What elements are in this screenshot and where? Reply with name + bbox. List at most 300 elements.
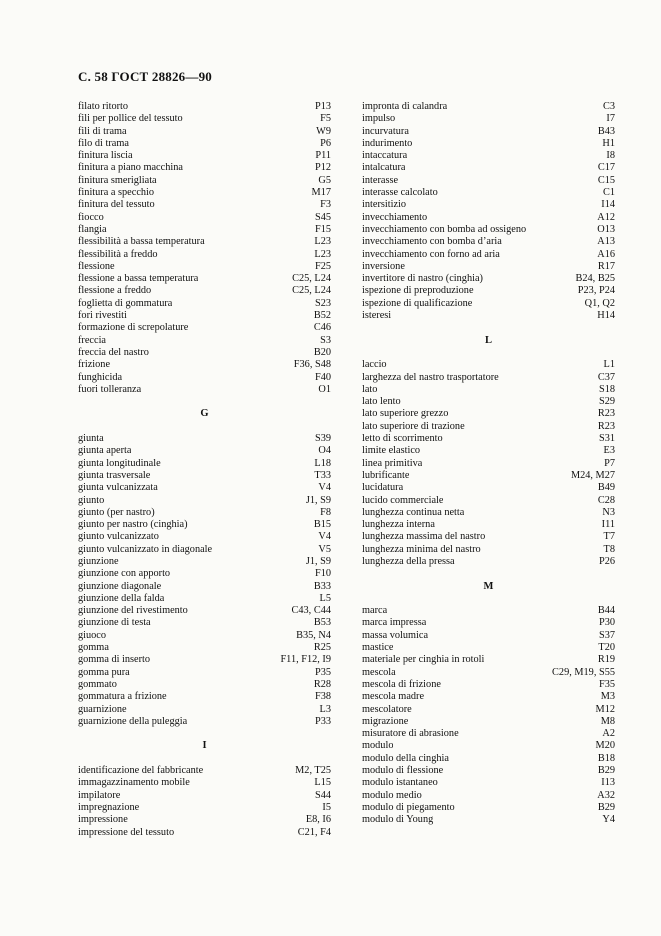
index-code: C25, L24 xyxy=(292,273,331,285)
index-term: mastice xyxy=(362,642,394,654)
index-code: M8 xyxy=(600,715,615,727)
index-code: C46 xyxy=(313,322,331,334)
index-term: ispezione di qualificazione xyxy=(362,297,473,309)
index-term: modulo medio xyxy=(362,789,422,801)
index-term: lunghezza massima del nastro xyxy=(362,531,486,543)
index-term: impilatore xyxy=(78,789,121,801)
index-code: P6 xyxy=(320,137,331,149)
index-term: intersitizio xyxy=(362,199,407,211)
index-term: fuori tolleranza xyxy=(78,383,142,395)
index-term: lucido commerciale xyxy=(362,494,444,506)
index-term: marca xyxy=(362,605,388,617)
index-term: giunzione di testa xyxy=(78,617,151,629)
index-code: F11, F12, I9 xyxy=(280,654,331,666)
index-code: F40 xyxy=(314,371,331,383)
index-entry xyxy=(78,827,331,839)
index-entry xyxy=(78,322,331,334)
index-code: F3 xyxy=(320,199,331,211)
index-term: fili di trama xyxy=(78,125,127,137)
index-entry xyxy=(78,162,331,174)
index-code: H14 xyxy=(597,310,615,322)
index-entry xyxy=(362,814,615,826)
index-entry xyxy=(78,581,331,593)
index-term: lubrificante xyxy=(362,469,410,481)
index-code: C3 xyxy=(602,101,615,112)
index-entry xyxy=(362,777,615,789)
index-code: T20 xyxy=(598,642,615,654)
index-entry xyxy=(78,458,331,470)
index-term: giunzione diagonale xyxy=(78,580,162,592)
index-code: T7 xyxy=(603,531,615,543)
index-code: F38 xyxy=(314,691,331,703)
index-term: filo di trama xyxy=(78,137,129,149)
index-code: A2 xyxy=(602,728,615,740)
index-column-right xyxy=(362,101,615,827)
index-term: lato superiore di trazione xyxy=(362,420,465,432)
index-entry xyxy=(362,384,615,396)
index-term: impulso xyxy=(362,113,396,125)
index-term: gommatura a frizione xyxy=(78,691,167,703)
index-entry xyxy=(362,531,615,543)
index-entry xyxy=(362,138,615,150)
index-entry xyxy=(362,187,615,199)
index-code: S45 xyxy=(314,211,331,223)
index-code: L1 xyxy=(603,359,615,371)
index-entry xyxy=(362,630,615,642)
index-entry xyxy=(78,777,331,789)
index-code: C15 xyxy=(597,174,615,186)
index-term: lucidatura xyxy=(362,482,404,494)
index-code: F5 xyxy=(320,113,331,125)
index-entry xyxy=(78,482,331,494)
index-code: F15 xyxy=(314,223,331,235)
index-entry xyxy=(78,212,331,224)
index-code: V4 xyxy=(318,482,331,494)
index-entry xyxy=(78,556,331,568)
index-code: S37 xyxy=(598,629,615,641)
index-code: L23 xyxy=(314,248,331,260)
index-entry xyxy=(78,617,331,629)
index-term: freccia del nastro xyxy=(78,346,149,358)
index-code: B29 xyxy=(597,765,615,777)
index-code: S3 xyxy=(320,334,331,346)
index-code: R25 xyxy=(313,642,331,654)
index-entry xyxy=(362,704,615,716)
index-code: B35, N4 xyxy=(296,629,331,641)
index-term: foglietta di gommatura xyxy=(78,297,173,309)
index-code: E3 xyxy=(603,445,615,457)
index-term: intaccatura xyxy=(362,150,408,162)
index-code: T33 xyxy=(314,469,331,481)
index-term: laccio xyxy=(362,359,387,371)
index-code: R19 xyxy=(597,654,615,666)
index-code: R17 xyxy=(597,260,615,272)
index-term: finitura smerigliata xyxy=(78,174,157,186)
index-term: mescola xyxy=(362,666,396,678)
index-entry xyxy=(362,495,615,507)
index-term: modulo di piegamento xyxy=(362,801,455,813)
index-term: flessibilità a freddo xyxy=(78,248,158,260)
index-term: flessione xyxy=(78,260,115,272)
index-code: M24, M27 xyxy=(570,469,615,481)
index-code: I7 xyxy=(606,113,615,125)
index-entry xyxy=(362,654,615,666)
index-entry xyxy=(362,445,615,457)
index-code: S23 xyxy=(314,297,331,309)
index-entry xyxy=(78,593,331,605)
index-entry xyxy=(362,507,615,519)
index-entry xyxy=(362,765,615,777)
index-code: V4 xyxy=(318,531,331,543)
index-entry xyxy=(78,654,331,666)
index-code: C28 xyxy=(597,494,615,506)
index-entry xyxy=(362,605,615,617)
section-letter-heading: I xyxy=(202,740,207,752)
index-code: A12 xyxy=(597,211,615,223)
index-term: filato ritorto xyxy=(78,101,129,112)
index-code: F36, S48 xyxy=(293,359,331,371)
index-entry xyxy=(78,138,331,150)
index-term: flangia xyxy=(78,223,107,235)
index-entry xyxy=(362,212,615,224)
page-header: С. 58 ГОСТ 28826—90 xyxy=(78,69,212,84)
index-term: flessibilità a bassa temperatura xyxy=(78,236,205,248)
index-code: S29 xyxy=(598,396,615,408)
index-term: giunzione xyxy=(78,555,119,567)
index-code: S39 xyxy=(314,433,331,445)
index-term: finitura a specchio xyxy=(78,187,155,199)
index-entry xyxy=(362,679,615,691)
index-term: giunto vulcanizzato xyxy=(78,531,159,543)
index-code: R23 xyxy=(597,408,615,420)
index-entry xyxy=(362,482,615,494)
index-term: misuratore di abrasione xyxy=(362,728,459,740)
index-entry xyxy=(78,372,331,384)
index-term: guarnizione della puleggia xyxy=(78,715,188,727)
index-code: F35 xyxy=(598,678,615,690)
index-code: T8 xyxy=(603,543,615,555)
index-entry xyxy=(78,642,331,654)
index-entry xyxy=(362,716,615,728)
index-term: migrazione xyxy=(362,715,409,727)
index-term: lato superiore grezzo xyxy=(362,408,449,420)
index-term: giunzione del rivestimento xyxy=(78,605,188,617)
index-code: C17 xyxy=(597,162,615,174)
index-entry xyxy=(362,261,615,273)
index-code: A32 xyxy=(597,789,615,801)
index-entry xyxy=(78,359,331,371)
index-code: L23 xyxy=(314,236,331,248)
index-code: B52 xyxy=(313,310,331,322)
index-term: interasse xyxy=(362,174,399,186)
index-code: P26 xyxy=(598,555,615,567)
index-term: inversione xyxy=(362,260,405,272)
index-term: invecchiamento xyxy=(362,211,428,223)
index-entry xyxy=(362,544,615,556)
index-term: finitura a piano macchina xyxy=(78,162,183,174)
index-code: B33 xyxy=(313,580,331,592)
index-code: P11 xyxy=(315,150,331,162)
index-term: flessione a bassa temperatura xyxy=(78,273,199,285)
index-entry xyxy=(78,433,331,445)
index-entry xyxy=(362,556,615,568)
index-term: lunghezza continua netta xyxy=(362,506,465,518)
index-entry xyxy=(362,740,615,752)
index-term: finitura liscia xyxy=(78,150,133,162)
index-code: M20 xyxy=(595,740,615,752)
index-entry xyxy=(78,605,331,617)
index-code: B53 xyxy=(313,617,331,629)
section-letter-heading: L xyxy=(484,334,492,346)
index-entry xyxy=(78,495,331,507)
index-code: W9 xyxy=(316,125,331,137)
index-entry xyxy=(78,802,331,814)
index-entry xyxy=(78,507,331,519)
index-term: gomma di inserto xyxy=(78,654,151,666)
index-entry xyxy=(78,101,331,113)
index-entry xyxy=(78,470,331,482)
index-entry xyxy=(78,199,331,211)
index-entry xyxy=(78,384,331,396)
index-entry xyxy=(78,790,331,802)
index-term: linea primitiva xyxy=(362,457,423,469)
index-entry xyxy=(78,126,331,138)
index-entry xyxy=(362,113,615,125)
index-term: intalcatura xyxy=(362,162,406,174)
index-term: interasse calcolato xyxy=(362,187,438,199)
index-code: M12 xyxy=(595,703,615,715)
index-code: J1, S9 xyxy=(305,555,331,567)
index-term: frizione xyxy=(78,359,111,371)
index-code: P23, P24 xyxy=(577,285,615,297)
index-term: giunzione della falda xyxy=(78,592,165,604)
index-term: identificazione del fabbricante xyxy=(78,765,204,777)
index-entry xyxy=(362,470,615,482)
index-term: modulo di flessione xyxy=(362,765,444,777)
index-term: giuoco xyxy=(78,629,107,641)
index-entry xyxy=(78,679,331,691)
index-entry xyxy=(78,568,331,580)
index-code: B15 xyxy=(313,519,331,531)
index-term: immagazzinamento mobile xyxy=(78,777,190,789)
index-entry xyxy=(78,716,331,728)
index-code: P12 xyxy=(314,162,331,174)
index-code: I13 xyxy=(601,777,615,789)
index-code: B24, B25 xyxy=(575,273,615,285)
index-term: letto di scorrimento xyxy=(362,433,443,445)
index-entry xyxy=(78,175,331,187)
index-term: invecchiamento con bomba d’aria xyxy=(362,236,502,248)
index-entry xyxy=(362,150,615,162)
index-code: B29 xyxy=(597,801,615,813)
index-code: S44 xyxy=(314,789,331,801)
index-term: giunto xyxy=(78,494,105,506)
index-code: H1 xyxy=(602,137,615,149)
index-term: invecchiamento con bomba ad ossigeno xyxy=(362,223,527,235)
index-code: L5 xyxy=(319,592,331,604)
index-code: C25, L24 xyxy=(292,285,331,297)
section-letter-heading: G xyxy=(200,408,209,420)
index-entry xyxy=(78,630,331,642)
index-code: S31 xyxy=(598,433,615,445)
index-code: V5 xyxy=(318,543,331,555)
index-term: giunta xyxy=(78,433,104,445)
index-term: giunzione con apporto xyxy=(78,568,171,580)
index-code: J1, S9 xyxy=(305,494,331,506)
index-term: lato lento xyxy=(362,396,401,408)
index-entry xyxy=(362,298,615,310)
index-code: F25 xyxy=(314,260,331,272)
index-term: marca impressa xyxy=(362,617,427,629)
index-term: lunghezza interna xyxy=(362,519,435,531)
index-entry xyxy=(362,642,615,654)
index-code: B18 xyxy=(597,752,615,764)
index-entry xyxy=(78,273,331,285)
index-code: L3 xyxy=(319,703,331,715)
index-entry xyxy=(78,285,331,297)
index-entry xyxy=(78,224,331,236)
index-code: I8 xyxy=(606,150,615,162)
index-code: M2, T25 xyxy=(295,765,331,777)
index-entry xyxy=(362,101,615,113)
index-term: modulo della cinghia xyxy=(362,752,449,764)
index-entry xyxy=(78,261,331,273)
index-entry xyxy=(78,691,331,703)
index-code: Y4 xyxy=(602,814,615,826)
index-entry xyxy=(362,126,615,138)
index-entry xyxy=(362,162,615,174)
index-code: I5 xyxy=(322,801,331,813)
index-entry xyxy=(362,224,615,236)
index-code: S18 xyxy=(598,383,615,395)
index-term: flessione a freddo xyxy=(78,285,152,297)
index-entry xyxy=(362,802,615,814)
index-code: C1 xyxy=(602,187,615,199)
index-term: fori rivestiti xyxy=(78,310,127,322)
index-entry xyxy=(362,519,615,531)
index-term: impressione del tessuto xyxy=(78,826,175,838)
index-entry xyxy=(362,667,615,679)
index-code: A16 xyxy=(597,248,615,260)
index-entry xyxy=(362,728,615,740)
index-entry xyxy=(78,814,331,826)
index-code: N3 xyxy=(602,506,615,518)
index-code: P7 xyxy=(604,457,615,469)
index-term: incurvatura xyxy=(362,125,409,137)
index-code: C21, F4 xyxy=(297,826,331,838)
index-term: finitura del tessuto xyxy=(78,199,155,211)
index-code: A13 xyxy=(597,236,615,248)
index-code: B49 xyxy=(597,482,615,494)
index-term: lunghezza minima del nastro xyxy=(362,543,481,555)
index-code: I11 xyxy=(601,519,615,531)
index-code: C37 xyxy=(597,371,615,383)
index-term: materiale per cinghia in rotoli xyxy=(362,654,485,666)
index-code: L15 xyxy=(314,777,331,789)
index-code: F10 xyxy=(314,568,331,580)
index-term: modulo istantaneo xyxy=(362,777,438,789)
index-term: freccia xyxy=(78,334,106,346)
index-term: larghezza del nastro trasportatore xyxy=(362,371,499,383)
index-entry xyxy=(362,790,615,802)
index-entry xyxy=(78,704,331,716)
index-term: mescola madre xyxy=(362,691,425,703)
index-term: mescolatore xyxy=(362,703,412,715)
index-code: O1 xyxy=(318,383,331,395)
index-term: modulo xyxy=(362,740,394,752)
index-term: fiocco xyxy=(78,211,104,223)
index-entry xyxy=(78,298,331,310)
index-code: L18 xyxy=(314,457,331,469)
index-code: M3 xyxy=(600,691,615,703)
index-entry xyxy=(362,175,615,187)
index-entry xyxy=(78,249,331,261)
index-term: giunta trasversale xyxy=(78,469,151,481)
index-entry xyxy=(362,359,615,371)
index-term: limite elastico xyxy=(362,445,421,457)
index-term: massa volumica xyxy=(362,629,429,641)
index-entry xyxy=(78,187,331,199)
index-entry xyxy=(362,273,615,285)
index-entry xyxy=(362,199,615,211)
index-code: P13 xyxy=(314,101,331,112)
index-column-left xyxy=(78,101,331,839)
index-term: lunghezza della pressa xyxy=(362,555,455,567)
index-code: R28 xyxy=(313,678,331,690)
index-entry xyxy=(78,519,331,531)
index-entry xyxy=(362,408,615,420)
index-code: B44 xyxy=(597,605,615,617)
index-entry xyxy=(78,445,331,457)
index-term: guarnizione xyxy=(78,703,127,715)
index-term: giunta longitudinale xyxy=(78,457,161,469)
index-term: indurimento xyxy=(362,137,413,149)
index-entry xyxy=(362,617,615,629)
index-term: giunta vulcanizzata xyxy=(78,482,158,494)
index-term: invecchiamento con forno ad aria xyxy=(362,248,500,260)
index-term: gommato xyxy=(78,678,117,690)
index-entry xyxy=(78,765,331,777)
index-entry xyxy=(78,667,331,679)
index-code: M17 xyxy=(311,187,331,199)
index-entry xyxy=(78,335,331,347)
index-code: O4 xyxy=(318,445,331,457)
index-code: P30 xyxy=(598,617,615,629)
index-code: R23 xyxy=(597,420,615,432)
index-entry xyxy=(362,285,615,297)
index-term: invertitore di nastro (cinghia) xyxy=(362,273,483,285)
index-code: B43 xyxy=(597,125,615,137)
index-term: impronta di calandra xyxy=(362,101,448,112)
index-entry xyxy=(362,372,615,384)
index-code: Q1, Q2 xyxy=(584,297,615,309)
index-entry xyxy=(78,347,331,359)
index-entry xyxy=(362,236,615,248)
index-code: C43, C44 xyxy=(291,605,331,617)
index-entry xyxy=(362,433,615,445)
index-term: lato xyxy=(362,383,378,395)
index-code: I14 xyxy=(601,199,615,211)
index-term: modulo di Young xyxy=(362,814,434,826)
index-code: B20 xyxy=(313,346,331,358)
index-entry xyxy=(78,236,331,248)
index-term: giunta aperta xyxy=(78,445,132,457)
index-term: giunto vulcanizzato in diagonale xyxy=(78,543,213,555)
index-term: impregnazione xyxy=(78,801,140,813)
index-term: gomma pura xyxy=(78,666,130,678)
index-term: impressione xyxy=(78,814,128,826)
index-code: F8 xyxy=(320,506,331,518)
